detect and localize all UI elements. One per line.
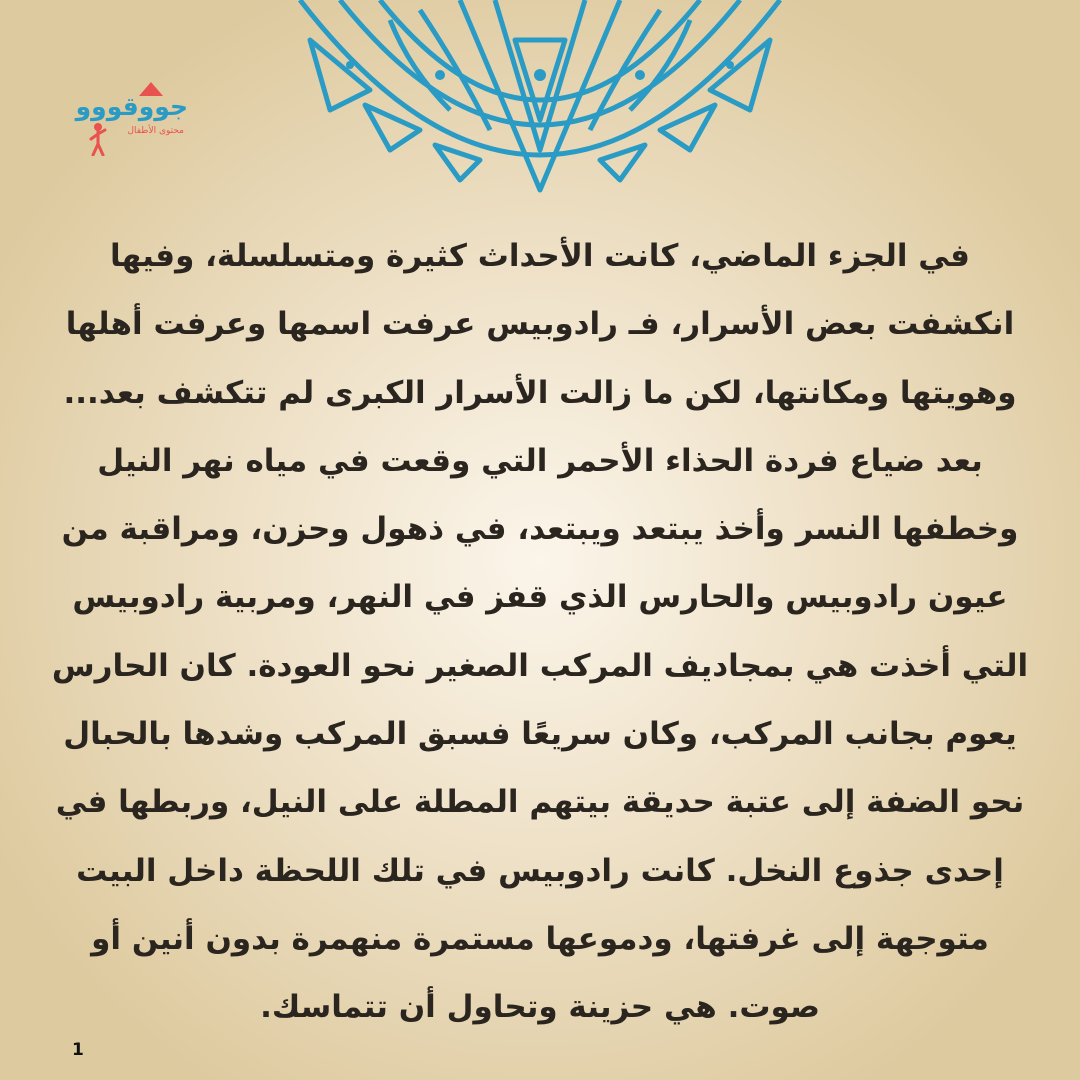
story-line: عيون رادوبيس والحارس الذي قفز في النهر، ومربية رادوبيس bbox=[72, 579, 1008, 616]
story-line: يعوم بجانب المركب، وكان سريعًا فسبق المركب وشدها بالحبال bbox=[63, 716, 1017, 753]
story-line: إحدى جذوع النخل. كانت رادوبيس في تلك اللحظة داخل البيت bbox=[76, 852, 1004, 889]
story-line: انكشفت بعض الأسرار، فـ رادوبيس عرفت اسمها وعرفت أهلها bbox=[65, 306, 1015, 343]
child-figure-icon bbox=[88, 122, 108, 156]
page-number: 1 bbox=[72, 1040, 84, 1060]
story-line: بعد ضياع فردة الحذاء الأحمر التي وقعت في مياه نهر النيل bbox=[97, 442, 983, 479]
story-line: التي أخذت هي بمجاديف المركب الصغير نحو العودة. كان الحارس bbox=[51, 647, 1029, 684]
story-line: صوت. هي حزينة وتحاول أن تتماسك. bbox=[260, 989, 820, 1026]
brand-logo[interactable] bbox=[70, 78, 190, 158]
story-line: وخطفها النسر وأخذ يبتعد ويبتعد، في ذهول وحزن، ومراقبة من bbox=[61, 511, 1019, 548]
story-line: وهويتها ومكانتها، لكن ما زالت الأسرار الكبرى لم تتكشف بعد... bbox=[63, 374, 1017, 411]
mandala-ornament-icon bbox=[270, 0, 810, 200]
story-line: متوجهة إلى غرفتها، ودموعها مستمرة منهمرة بدون أنين أو bbox=[91, 920, 989, 957]
brand-tagline: محتوى الأطفال bbox=[127, 126, 184, 136]
story-line: نحو الضفة إلى عتبة حديقة بيتهم المطلة على النيل، وربطها في bbox=[55, 784, 1025, 821]
brand-name: جووقووو bbox=[75, 92, 188, 121]
story-paragraph bbox=[40, 222, 1040, 1042]
story-line: في الجزء الماضي، كانت الأحداث كثيرة ومتسلسلة، وفيها bbox=[110, 238, 970, 274]
